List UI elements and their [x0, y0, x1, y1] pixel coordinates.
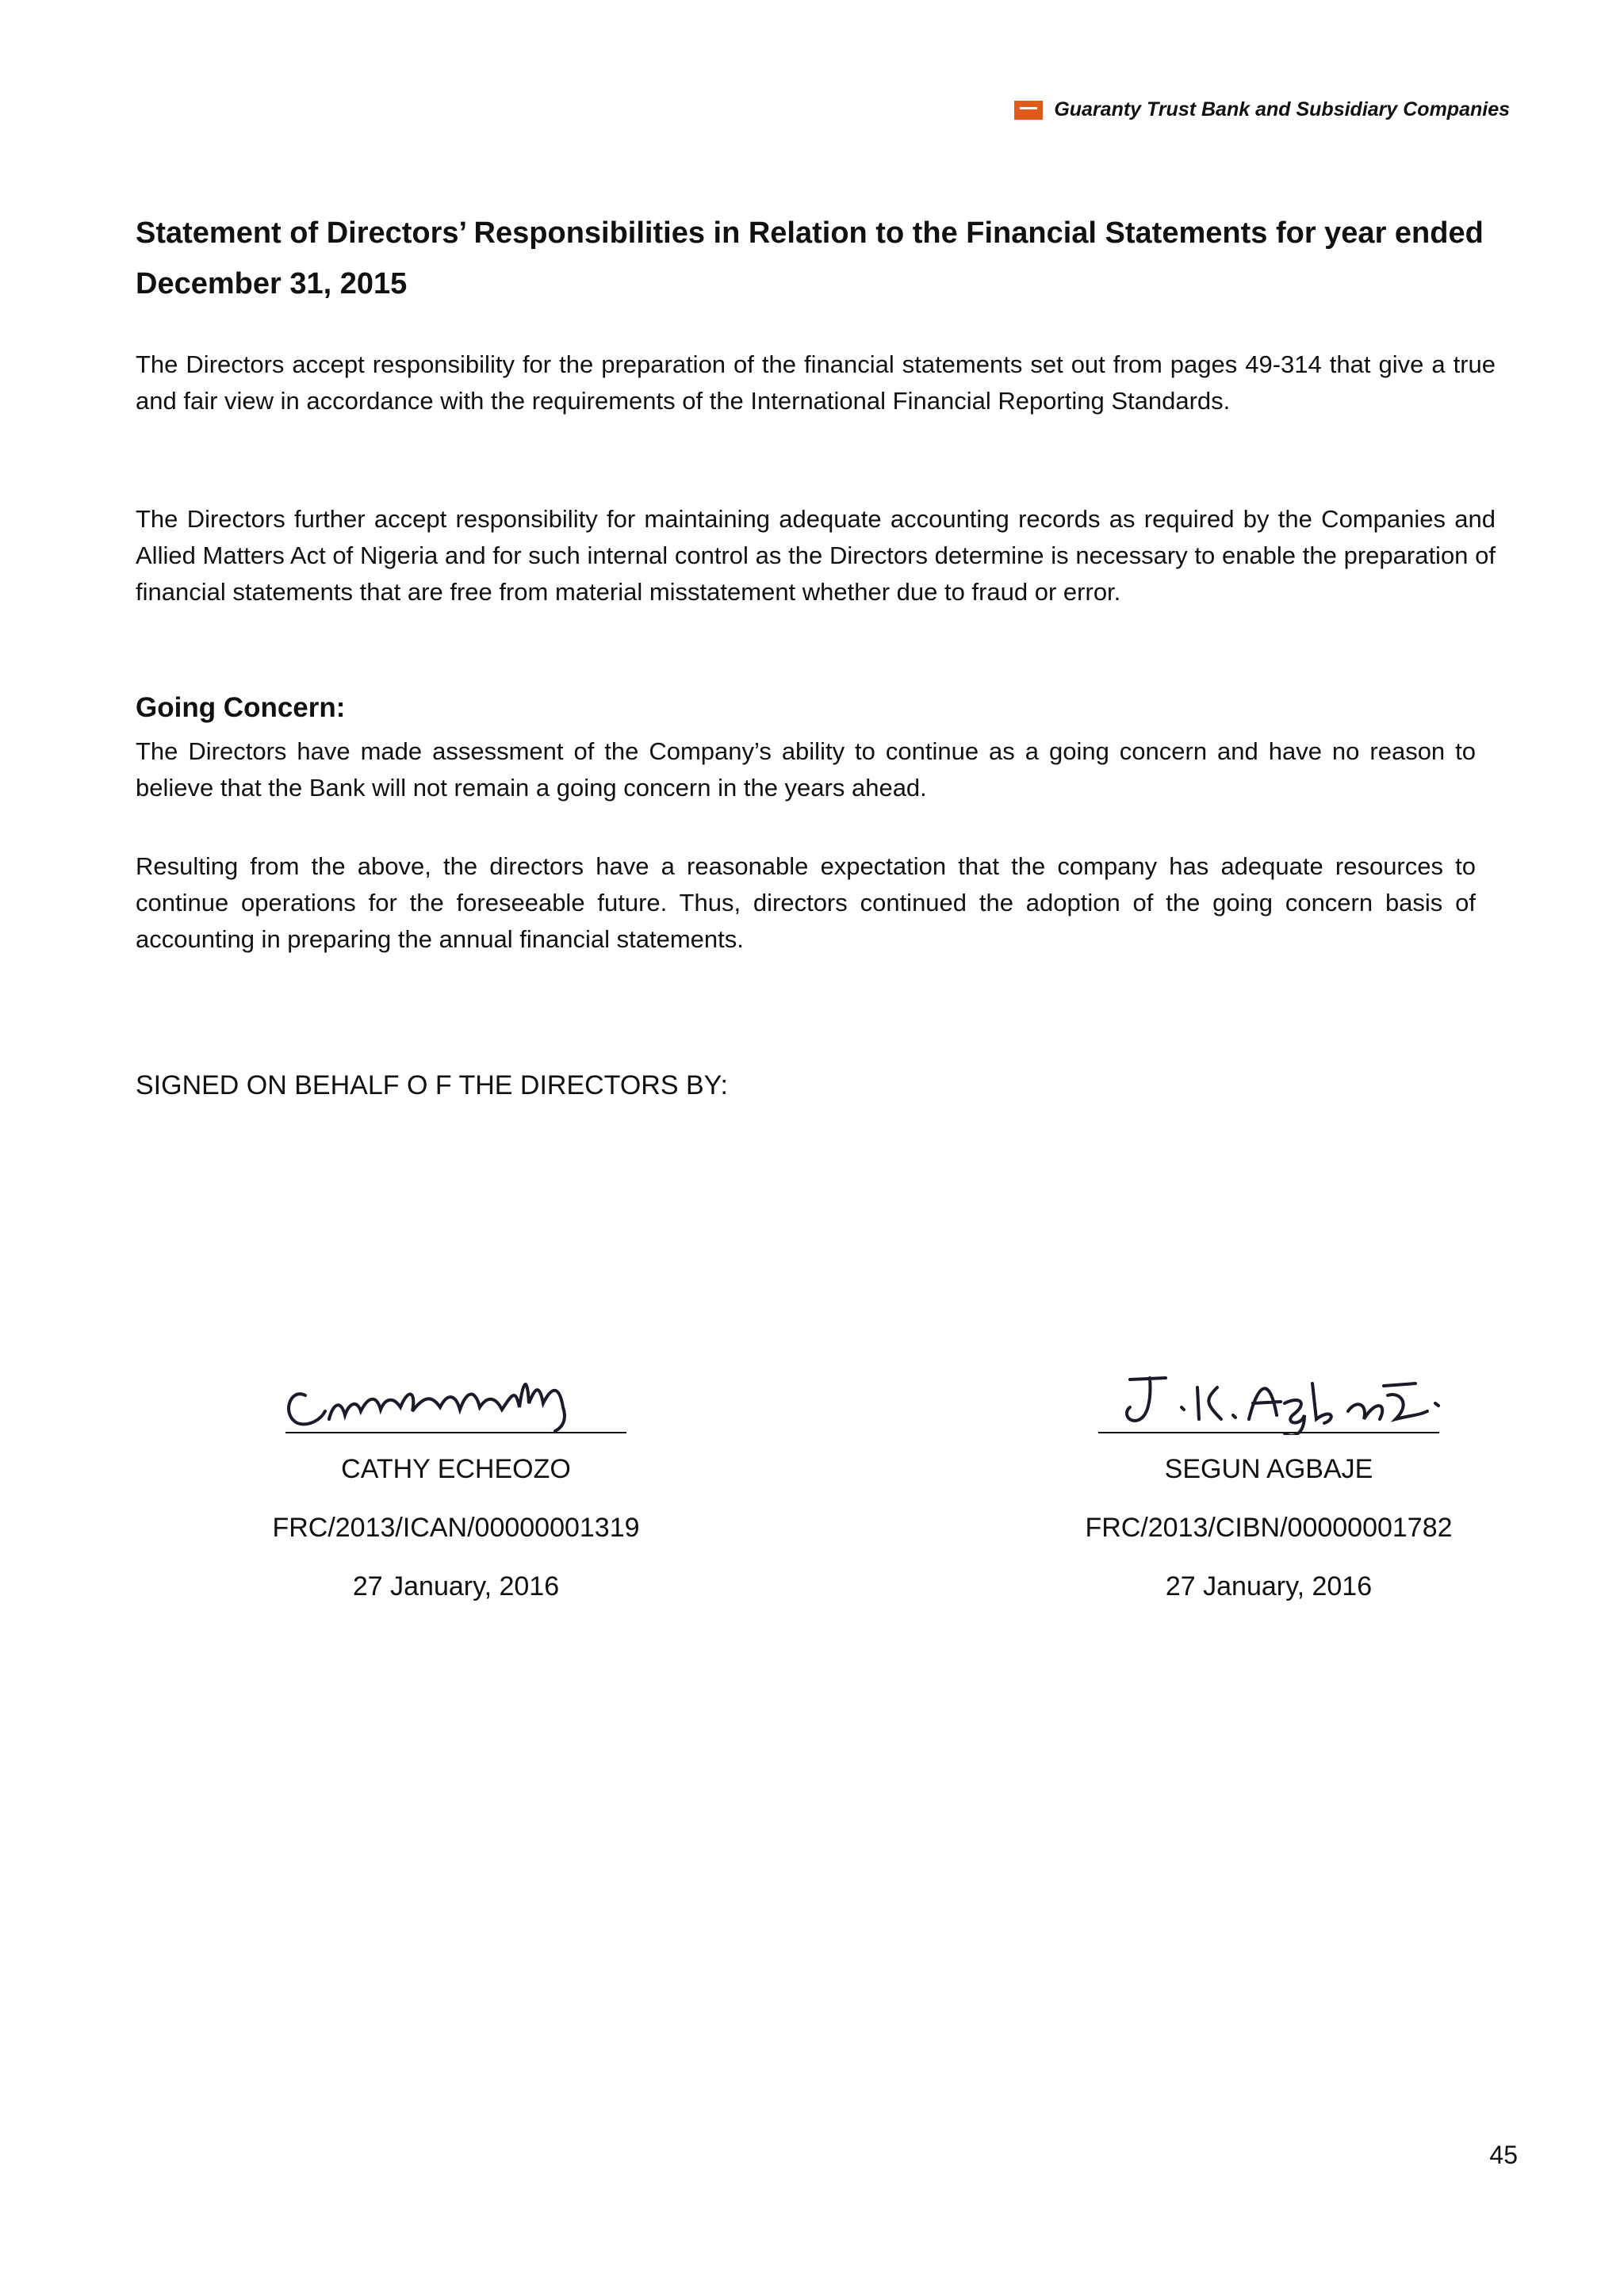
going-concern-paragraph-1: The Directors have made assessment of the Company’s ability to continue as a going concern and have no reason to believe that the Bank will not remain a going concern in the years ahead.	[136, 737, 1476, 802]
signature-image-agbaje	[1063, 1340, 1475, 1435]
page-number: 45	[1489, 2141, 1518, 2169]
page-title: Statement of Directors’ Responsibilities in Relation to the Financial Statements for year ended December 31, 2015	[136, 216, 1484, 300]
signatory-date: 27 January, 2016	[352, 1571, 560, 1601]
signatory-name: CATHY ECHEOZO	[341, 1454, 571, 1484]
signatory-date: 27 January, 2016	[1165, 1571, 1373, 1601]
page-header	[1014, 98, 1510, 121]
signatory-block-agbaje	[991, 1340, 1546, 1613]
going-concern-paragraph-2: Resulting from the above, the directors have a reasonable expectation that the company has adequate resources to continue operations for the foreseeable future. Thus, directors continued the adoption of the going concern basis of accounting in preparing the annual financial statements.	[136, 852, 1476, 953]
signature-image-echeozo	[250, 1340, 662, 1435]
signed-on-behalf-label: SIGNED ON BEHALF O F THE DIRECTORS BY:	[136, 1070, 728, 1100]
responsibility-paragraph-2: The Directors further accept responsibility for maintaining adequate accounting records as required by the Companies and Allied Matters Act of Nigeria and for such internal control as the Directors determine is necessary to enable the preparation of financial statements that are free from material misstatement whether due to fraud or error.	[136, 505, 1496, 606]
signatory-frc-number: FRC/2013/CIBN/00000001782	[1085, 1513, 1453, 1543]
signatory-block-echeozo	[178, 1340, 733, 1613]
header-company-name: Guaranty Trust Bank and Subsidiary Companies	[1054, 98, 1510, 121]
gtbank-logo-icon	[1014, 101, 1043, 120]
signature-icon	[1063, 1340, 1475, 1435]
signatory-frc-number: FRC/2013/ICAN/00000001319	[272, 1513, 640, 1543]
signatory-name: SEGUN AGBAJE	[1164, 1454, 1373, 1484]
signature-icon	[250, 1340, 662, 1435]
going-concern-heading: Going Concern:	[136, 692, 346, 723]
responsibility-paragraph-1: The Directors accept responsibility for the preparation of the financial statements set out from pages 49-314 that give a true and fair view in accordance with the requirements of the International Financial Reporting Standards.	[136, 350, 1496, 415]
